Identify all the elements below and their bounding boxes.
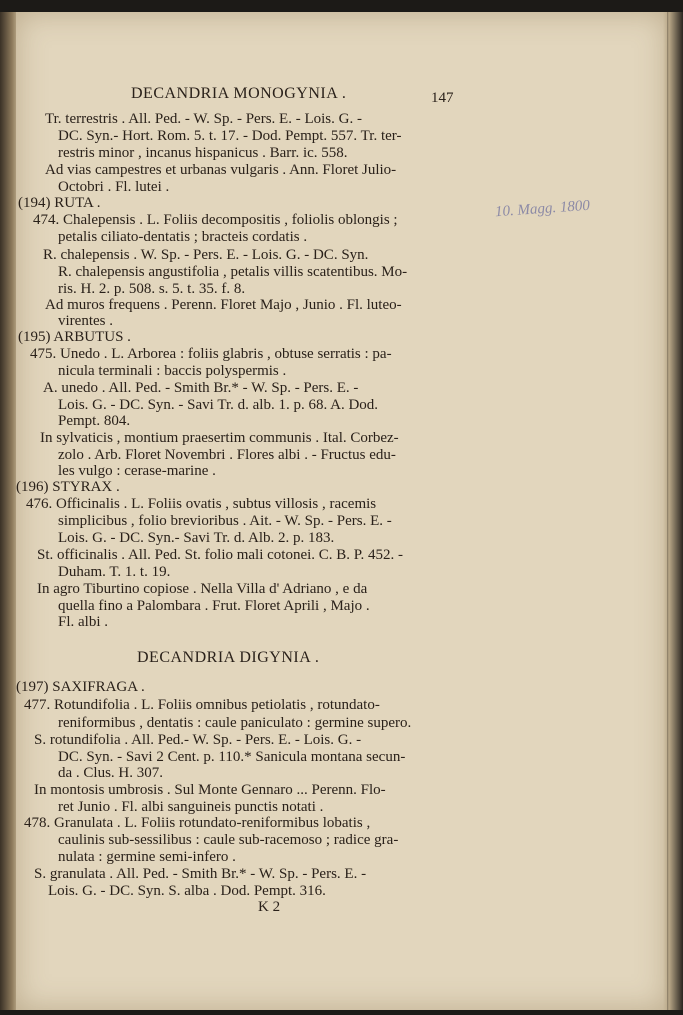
species-entry: 477. Rotundifolia . L. Foliis omnibus petiolatis , rotundato- [24,697,380,713]
species-entry: 476. Officinalis . L. Foliis ovatis , subtus villosis , racemis [26,496,377,512]
text-line: ris. H. 2. p. 508. s. 5. t. 35. f. 8. [58,281,246,297]
text-line: Lois. G. - DC. Syn.- Savi Tr. d. Alb. 2. p. 183. [58,530,335,546]
running-title: DECANDRIA MONOGYNIA . [131,85,347,102]
text-line: R. chalepensis angustifolia , petalis villis scatentibus. Mo- [58,264,408,280]
text-line: les vulgo : cerase-marine . [58,463,216,479]
text-line: A. unedo . All. Ped. - Smith Br.* - W. Sp. - Pers. E. - [43,380,359,396]
text-line: S. granulata . All. Ped. - Smith Br.* - W. Sp. - Pers. E. - [34,866,367,882]
text-line: R. chalepensis . W. Sp. - Pers. E. - Lois. G. - DC. Syn. [43,247,369,263]
text-line: Pempt. 804. [58,413,131,429]
species-entry: 478. Granulata . L. Foliis rotundato-reniformibus lobatis , [24,815,371,831]
text-line: zolo . Arb. Floret Novembri . Flores albi . - Fructus edu- [58,447,396,463]
text-line: ret Junio . Fl. albi sanguineis punctis notati . [58,799,324,815]
text-line: restris minor , incanus hispanicus . Barr. ic. 558. [58,145,348,161]
text-line: DC. Syn. - Savi 2 Cent. p. 110.* Sanicula montana secun- [58,749,406,765]
genus-heading: (194) RUTA . [18,195,101,211]
text-line: In agro Tiburtino copiose . Nella Villa d' Adriano , e da [37,581,368,597]
text-line: Fl. albi . [58,614,109,630]
text-line: Lois. G. - DC. Syn. S. alba . Dod. Pempt. 316. [48,883,326,899]
page-number: 147 [431,90,454,106]
text-line: simplicibus , folio brevioribus . Ait. - W. Sp. - Pers. E. - [58,513,392,529]
text-line: nicula terminali : baccis polyspermis . [58,363,287,379]
text-line: DC. Syn.- Hort. Rom. 5. t. 17. - Dod. Pempt. 557. Tr. ter- [58,128,402,144]
handwritten-margin-note: 10. Magg. 1800 [494,197,591,221]
text-line: reniformibus , dentatis : caule paniculato : germine supero. [58,715,412,731]
signature-mark: K 2 [258,899,281,915]
text-line: da . Clus. H. 307. [58,765,163,781]
text-line: In montosis umbrosis . Sul Monte Gennaro ... Perenn. Flo- [34,782,386,798]
text-line: In sylvaticis , montium praesertim communis . Ital. Corbez- [40,430,399,446]
text-line: Tr. terrestris . All. Ped. - W. Sp. - Pers. E. - Lois. G. - [45,111,362,127]
text-line: quella fino a Palombara . Frut. Floret Aprili , Majo . [58,598,370,614]
genus-heading: (197) SAXIFRAGA . [16,679,145,695]
text-line: virentes . [58,313,113,329]
text-line: Ad vias campestres et urbanas vulgaris . Ann. Floret Julio- [45,162,397,178]
text-line: S. rotundifolia . All. Ped.- W. Sp. - Pers. E. - Lois. G. - [34,732,362,748]
text-line: caulinis sub-sessilibus : caule sub-racemoso ; radice gra- [58,832,399,848]
text-line: Octobri . Fl. lutei . [58,179,170,195]
section-heading: DECANDRIA DIGYNIA . [137,649,320,666]
text-line: Ad muros frequens . Perenn. Floret Majo , Junio . Fl. luteo- [45,297,402,313]
text-line: St. officinalis . All. Ped. St. folio mali cotonei. C. B. P. 452. - [37,547,403,563]
genus-heading: (195) ARBUTUS . [18,329,131,345]
genus-heading: (196) STYRAX . [16,479,120,495]
species-entry: 475. Unedo . L. Arborea : foliis glabris , obtuse serratis : pa- [30,346,392,362]
text-line: Duham. T. 1. t. 19. [58,564,171,580]
page-edge-shadow [663,12,683,1010]
species-entry: 474. Chalepensis . L. Foliis decompositis , foliolis oblongis ; [33,212,398,228]
text-line: Lois. G. - DC. Syn. - Savi Tr. d. alb. 1. p. 68. A. Dod. [58,397,379,413]
text-line: nulata : germine semi-infero . [58,849,236,865]
text-line: petalis ciliato-dentatis ; bracteis cordatis . [58,229,308,245]
